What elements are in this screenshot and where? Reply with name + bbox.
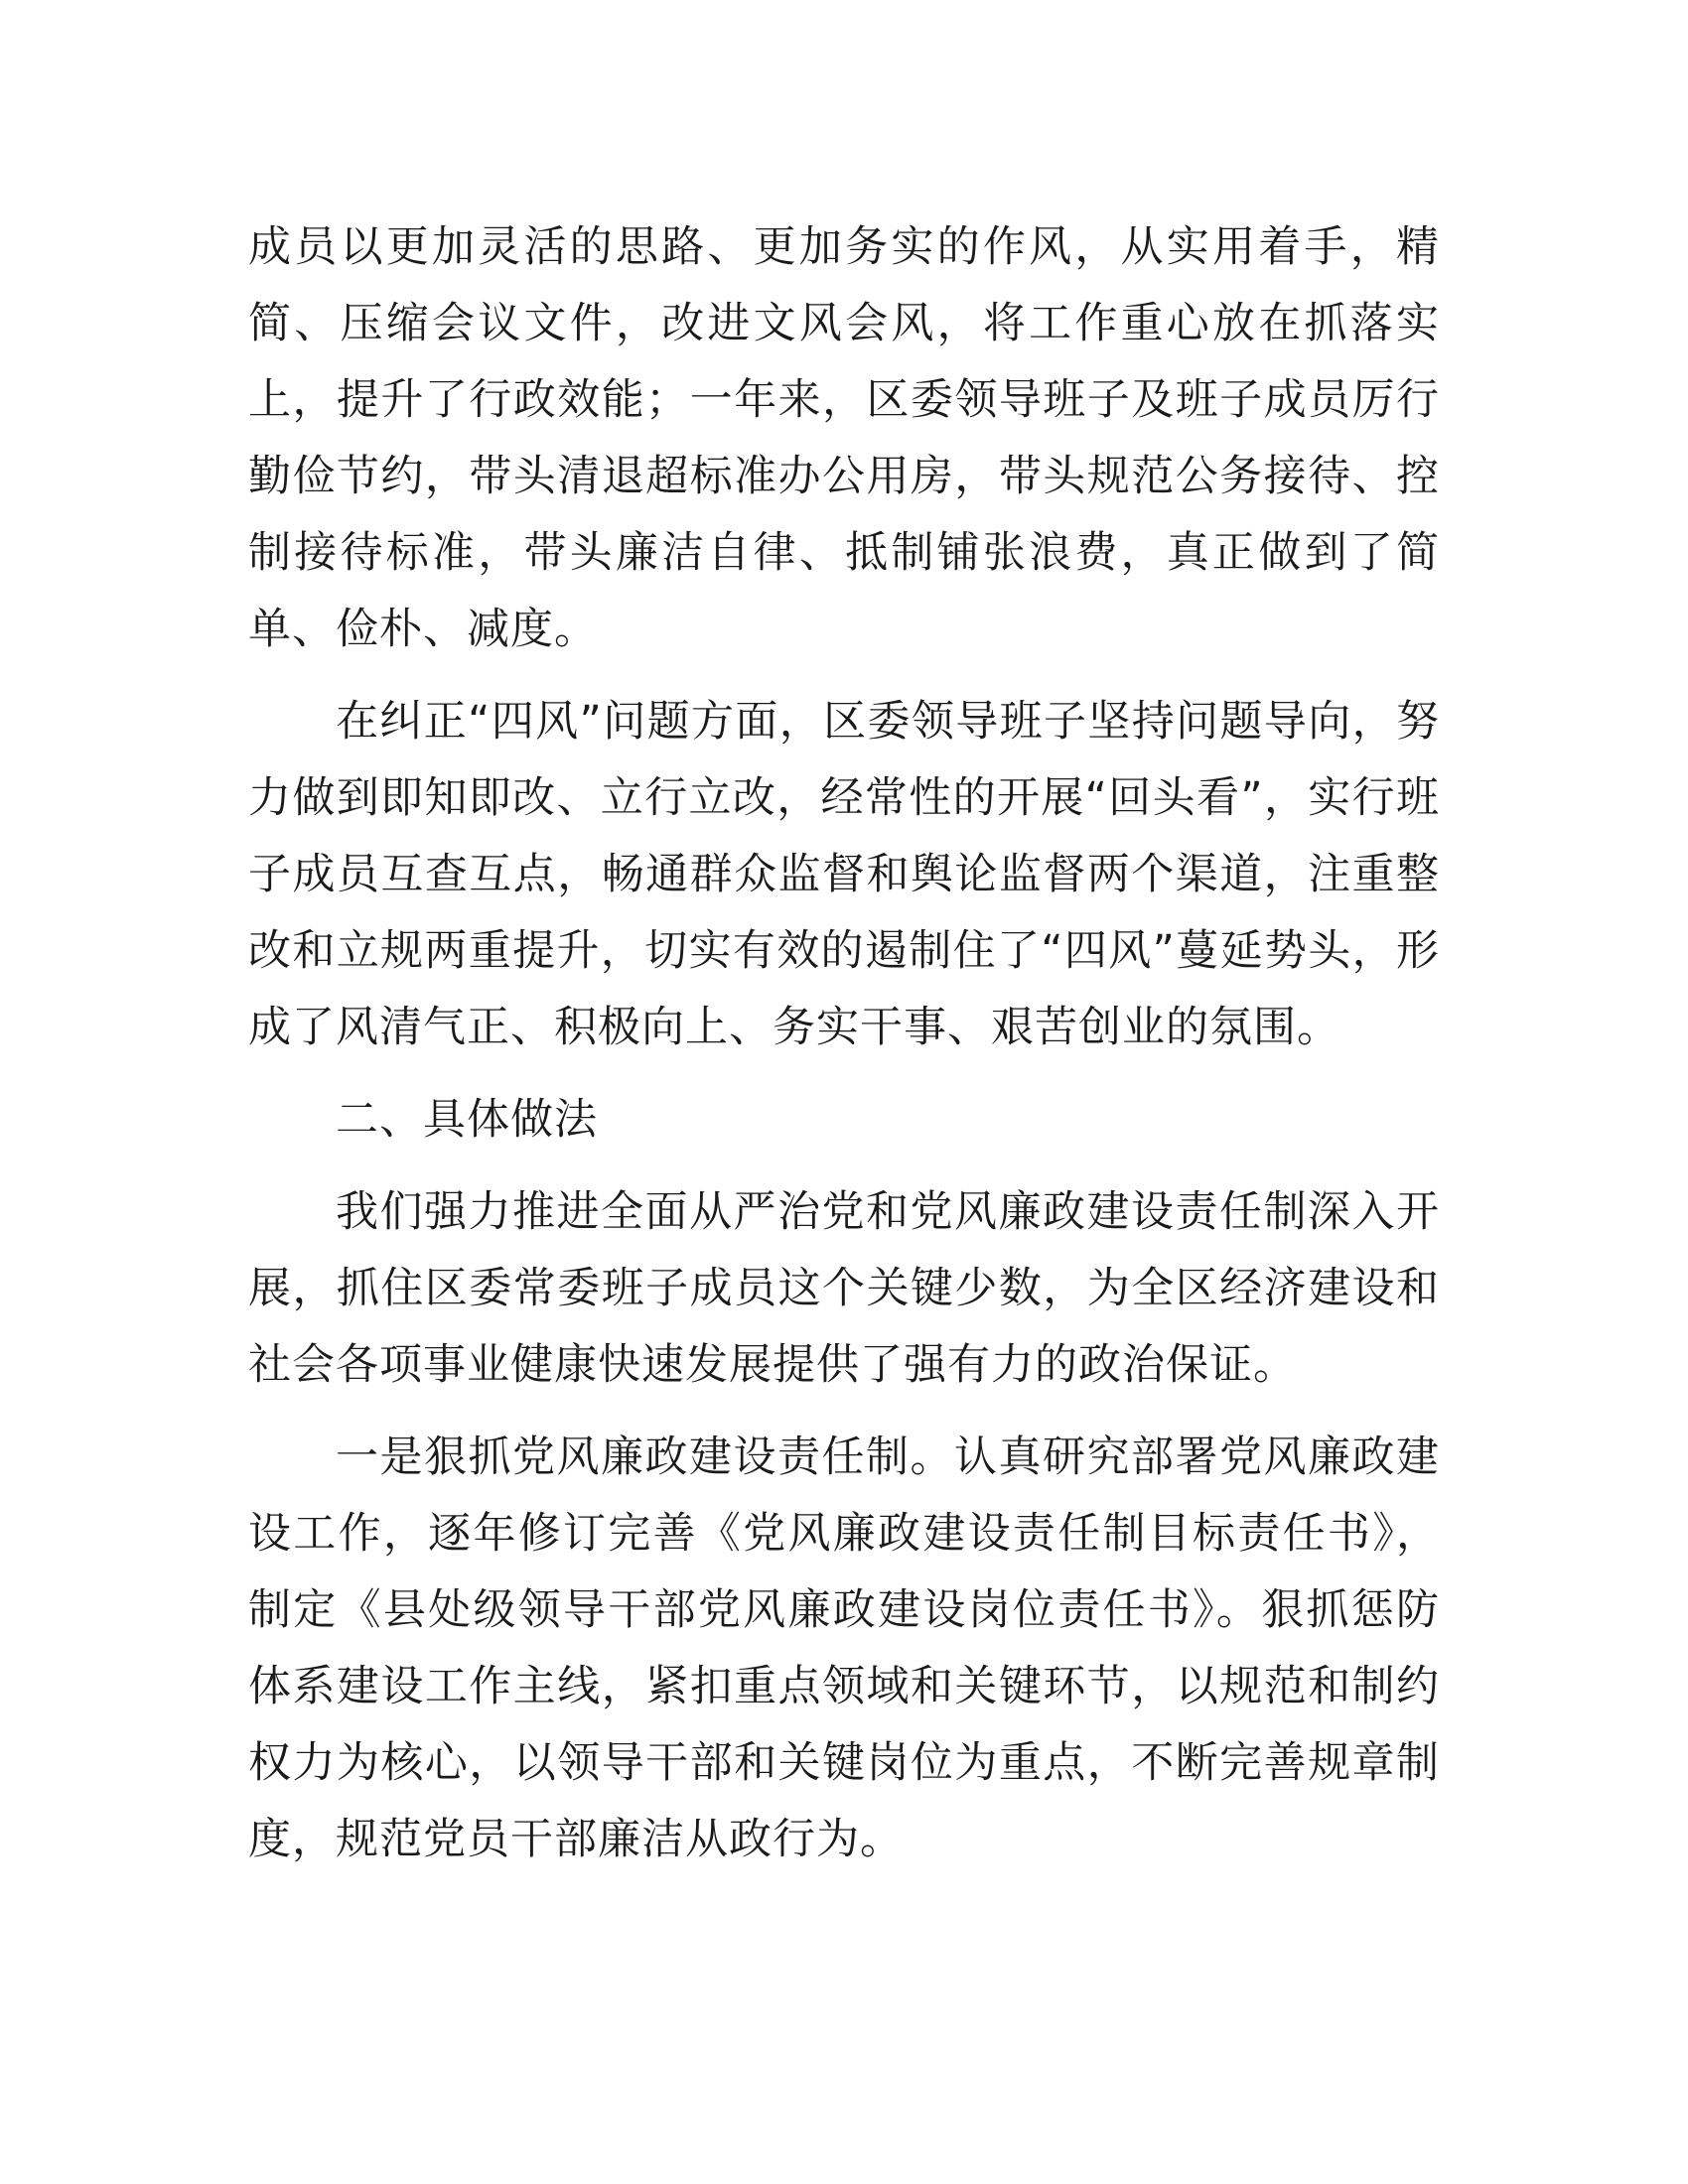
paragraph-four-winds: 在纠正“四风”问题方面，区委领导班子坚持问题导向，努力做到即知即改、立行立改，经常性的开展“回头看”，实行班子成员互查互点，畅通群众监督和舆论监督两个渠道，注重整改和立规两重提升，切实有效的遏制住了“四风”蔓延势头，形成了风清气正、积极向上、务实干事、艰苦创业的氛围。 (248, 697, 1440, 1052)
document-body (248, 209, 1440, 1894)
paragraph-intro: 我们强力推进全面从严治党和党风廉政建设责任制深入开展，抓住区委常委班子成员这个关键少数，为全区经济建设和社会各项事业健康快速发展提供了强有力的政治保证。 (248, 1187, 1440, 1390)
paragraph-continuation: 成员以更加灵活的思路、更加务实的作风，从实用着手，精简、压缩会议文件，改进文风会风，将工作重心放在抓落实上，提升了行政效能；一年来，区委领导班子及班子成员厉行勤俭节约，带头清退超标准办公用房，带头规范公务接待、控制接待标准，带头廉洁自律、抵制铺张浪费，真正做到了简单、俭朴、减度。 (248, 222, 1440, 654)
paragraph-responsibility: 一是狠抓党风廉政建设责任制。认真研究部署党风廉政建设工作，逐年修订完善《党风廉政建设责任制目标责任书》，制定《县处级领导干部党风廉政建设岗位责任书》。狠抓惩防体系建设工作主线，紧扣重点领域和关键环节，以规范和制约权力为核心，以领导干部和关键岗位为重点，不断完善规章制度，规范党员干部廉洁从政行为。 (248, 1433, 1440, 1864)
section-heading: 二、具体做法 (336, 1095, 598, 1145)
